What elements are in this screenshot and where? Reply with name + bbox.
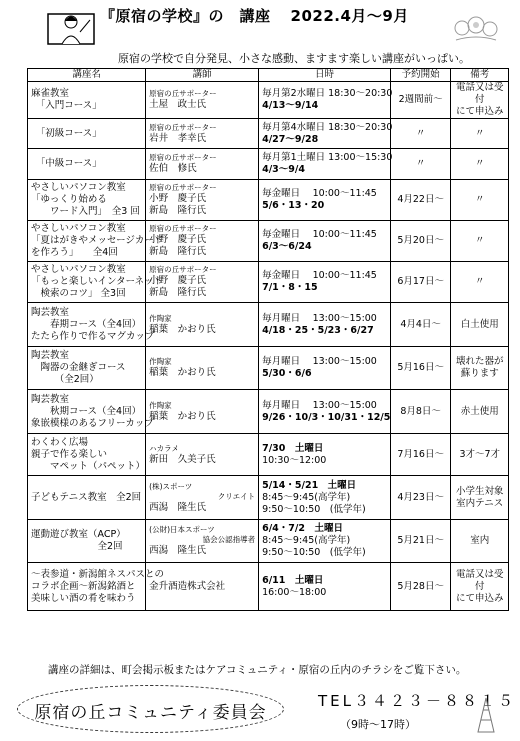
- instructor: [146, 149, 259, 180]
- datetime-line: 4/27～9/28: [262, 133, 319, 145]
- header-reservation: 予約開始: [390, 69, 451, 82]
- datetime-line: 4/3～9/4: [262, 164, 305, 175]
- instructor-name: 西潟 隆生氏: [149, 501, 207, 513]
- period: 2022.4月～9月: [290, 7, 409, 25]
- course-note: [451, 119, 509, 149]
- header-instructor: 講師: [146, 69, 259, 82]
- course-datetime: [259, 476, 391, 520]
- datetime-line: 5/6・13・20: [262, 200, 325, 211]
- datetime-line: 毎月曜日 13:00～15:00: [262, 312, 377, 324]
- reservation-start: 4月23日～: [390, 476, 451, 520]
- instructor-org: 協会公認指導者: [202, 535, 256, 544]
- note-line: 〃: [474, 127, 485, 139]
- datetime-line: 6/11 土曜日: [262, 574, 324, 586]
- datetime-line: 7/1・8・15: [262, 282, 318, 293]
- course-name-line: 子どもテニス教室 全2回: [31, 491, 142, 503]
- table-row: [28, 563, 509, 611]
- table-row: [28, 149, 509, 180]
- table-row: [28, 476, 509, 520]
- instructor-name: 佐伯 修氏: [149, 163, 197, 174]
- table-row: [28, 434, 509, 476]
- course-name: [28, 149, 146, 180]
- instructor-name: 稲葉 かおり氏: [149, 367, 216, 378]
- header-datetime: 日時: [259, 69, 391, 82]
- datetime-line: 9/26・10/3・10/31・12/5: [262, 411, 391, 423]
- course-name: [28, 221, 164, 262]
- instructor-name: 新島 隆行氏: [149, 246, 207, 257]
- instructor-name: 金升酒造株式会社: [149, 580, 226, 592]
- note-line: 電話又は受付: [455, 82, 504, 105]
- instructor: [146, 520, 259, 563]
- datetime-line: 9:50～10:50 (低学年): [262, 503, 366, 515]
- reservation-start: 5月28日～: [390, 563, 451, 611]
- instructor-name: 小野 慶子氏: [149, 234, 207, 245]
- course-name-line: 陶芸教室: [31, 350, 70, 361]
- course-name-line: を作ろう」 全4回: [31, 247, 118, 258]
- course-note: [451, 476, 509, 520]
- instructor-name: 新田 久美子氏: [149, 453, 216, 465]
- course-name: [28, 303, 155, 347]
- course-datetime: [259, 520, 391, 563]
- course-name-line: 運動遊び教室（ACP）: [31, 529, 126, 540]
- course-name-line: 検索のコツ」 全3回: [31, 288, 126, 299]
- datetime-line: 毎月第4水曜日 18:30～20:30: [262, 121, 393, 133]
- course-name-line: ～表参道・新潟館ネスパスとの: [31, 568, 165, 580]
- course-datetime: [259, 434, 391, 476]
- table-row: [28, 221, 509, 262]
- instructor-org: 作陶家: [149, 357, 172, 366]
- course-note: [451, 563, 509, 611]
- note-line: 〃: [474, 276, 485, 287]
- page-title: 『原宿の学校』の 講座 2022.4月～9月: [100, 7, 409, 25]
- note-line: 小学生対象: [455, 485, 504, 497]
- teacher-illustration: [46, 6, 96, 50]
- course-name: [28, 520, 146, 563]
- datetime-line: 毎金曜日 10:00～11:45: [262, 270, 377, 281]
- datetime-line: 5/30・6/6: [262, 368, 312, 379]
- datetime-line: 4/18・25・5/23・6/27: [262, 324, 374, 336]
- instructor-org: 原宿の丘サポーター: [149, 122, 217, 132]
- course-datetime: [259, 82, 391, 119]
- instructor-name: 稲葉 かおり氏: [149, 410, 216, 422]
- instructor: [146, 303, 259, 347]
- course-note: [451, 390, 509, 434]
- instructor: [146, 180, 259, 221]
- note-line: 蘇ります: [460, 368, 499, 379]
- instructor: [146, 476, 259, 520]
- course-datetime: [259, 119, 391, 149]
- course-name: [28, 563, 165, 611]
- course-name-line: 美味しい酒の肴を味わう: [31, 592, 136, 604]
- instructor-org: 原宿の丘サポーター: [149, 89, 217, 98]
- note-line: 白土使用: [460, 318, 499, 330]
- note-line: 〃: [474, 194, 485, 205]
- course-name-line: 秋期コース（全4回）: [31, 405, 142, 417]
- instructor-org: 作陶家: [149, 313, 172, 323]
- header-notes: 備考: [451, 69, 509, 82]
- datetime-line: 毎月第2水曜日 18:30～20:30: [262, 88, 393, 99]
- table-row: [28, 347, 509, 390]
- course-note: [451, 82, 509, 119]
- instructor: [146, 390, 259, 434]
- note-line: 3才～7才: [459, 448, 501, 460]
- course-name-line: 「中級コース」: [31, 158, 102, 169]
- datetime-line: 6/3～6/24: [262, 241, 312, 252]
- phone-number: TEL３４２３－８８１５: [318, 692, 516, 710]
- course-note: [451, 303, 509, 347]
- datetime-line: 10:30～12:00: [262, 454, 327, 466]
- course-note: [451, 262, 509, 303]
- course-name-line: ワード入門」 全3 回: [31, 206, 140, 217]
- instructor-org: ハカラメ: [149, 443, 179, 453]
- instructor: [146, 347, 259, 390]
- datetime-line: 6/4・7/2 土曜日: [262, 523, 343, 534]
- committee-name: 原宿の丘コミュニティ委員会: [34, 703, 267, 723]
- instructor-org: 原宿の丘サポーター: [149, 183, 217, 192]
- course-name: [28, 262, 164, 303]
- course-name-line: 「夏はがきやメッセージカード: [31, 235, 164, 246]
- committee-badge: [17, 685, 284, 733]
- datetime-line: 4/13～9/14: [262, 100, 319, 111]
- instructor-name: 新島 隆行氏: [149, 287, 207, 298]
- course-datetime: [259, 390, 391, 434]
- note-line: 壊れた器が: [455, 356, 504, 367]
- course-note: [451, 520, 509, 563]
- datetime-line: 8:45～9:45(高学年): [262, 491, 351, 503]
- note-line: 電話又は受付: [455, 568, 504, 592]
- instructor-name: 新島 隆行氏: [149, 205, 207, 216]
- course-datetime: [259, 563, 391, 611]
- course-name-line: 麻雀教室: [31, 88, 70, 99]
- datetime-line: 毎金曜日 10:00～11:45: [262, 229, 377, 240]
- reservation-start: 4月22日～: [390, 180, 451, 221]
- course-name-line: やさしいパソコン教室: [31, 264, 126, 275]
- note-line: にて申込み: [455, 592, 504, 604]
- datetime-line: 8:45～9:45(高学年): [262, 535, 351, 546]
- reservation-start: 6月17日～: [390, 262, 451, 303]
- course-name-line: マペット（パペット）: [31, 460, 146, 472]
- course-note: [451, 221, 509, 262]
- course-name-line: コラボ企画～新潟銘酒と: [31, 580, 136, 592]
- table-row: [28, 520, 509, 563]
- instructor-org: 原宿の丘サポーター: [149, 265, 217, 274]
- tower-illustration: [474, 696, 498, 734]
- instructor-org: (公財)日本スポーツ: [149, 525, 215, 534]
- course-name-line: やさしいパソコン教室: [31, 182, 126, 193]
- datetime-line: 9:50～10:50 (低学年): [262, 547, 366, 558]
- note-line: 〃: [474, 158, 485, 169]
- instructor: [146, 82, 259, 119]
- course-name-line: わくわく広場: [31, 436, 89, 448]
- note-line: 室内テニス: [456, 497, 504, 509]
- reservation-start: 5月20日～: [390, 221, 451, 262]
- course-name-line: 「初級コース」: [31, 127, 102, 139]
- datetime-line: 毎月曜日 13:00～15:00: [262, 399, 377, 411]
- course-name-line: 「入門コース」: [31, 100, 102, 111]
- course-name: [28, 476, 146, 520]
- reservation-start: 2週間前～: [390, 82, 451, 119]
- reservation-start: 〃: [390, 119, 451, 149]
- instructor-name: 土屋 政士氏: [149, 99, 207, 110]
- instructor-name: 西潟 隆生氏: [149, 545, 207, 556]
- reservation-start: 7月16日～: [390, 434, 451, 476]
- course-name: [28, 82, 146, 119]
- datetime-line: 7/30 土曜日: [262, 442, 324, 454]
- course-name-line: 「もっと楽しいインターネット: [31, 276, 164, 287]
- reservation-start: 〃: [390, 149, 451, 180]
- course-name-line: （全2回）: [31, 374, 99, 385]
- office-hours: （9時～17時）: [340, 718, 416, 731]
- instructor: [146, 262, 259, 303]
- note-line: 室内: [470, 535, 490, 546]
- table-row: [28, 82, 509, 119]
- note-line: にて申込み: [455, 106, 504, 117]
- note-line: 〃: [474, 235, 485, 246]
- table-row: [28, 303, 509, 347]
- datetime-line: 5/14・5/21 土曜日: [262, 479, 357, 491]
- reservation-start: 4月4日～: [390, 303, 451, 347]
- course-name: [28, 347, 146, 390]
- footer-note: 講座の詳細は、町会掲示板またはケアコミュニティ・原宿の丘内のチラシをご覧下さい。: [48, 664, 467, 676]
- course-name: [28, 180, 146, 221]
- note-line: 赤土使用: [460, 405, 499, 417]
- instructor-org: 原宿の丘サポーター: [149, 224, 217, 233]
- instructor-name: 小野 慶子氏: [149, 275, 207, 286]
- course-note: [451, 149, 509, 180]
- table-row: [28, 390, 509, 434]
- datetime-line: 16:00～18:00: [262, 586, 327, 598]
- table-row: [28, 180, 509, 221]
- course-datetime: [259, 347, 391, 390]
- course-datetime: [259, 180, 391, 221]
- page-subtitle: 原宿の学校で自分発見、小さな感動、ますます楽しい講座がいっぱい。: [118, 52, 470, 65]
- course-name-line: 春期コース（全4回）: [31, 318, 142, 330]
- table-header-row: [28, 69, 509, 82]
- course-datetime: [259, 221, 391, 262]
- table-row: [28, 119, 509, 149]
- course-name: [28, 390, 154, 434]
- course-name-line: やさしいパソコン教室: [31, 223, 126, 234]
- course-note: [451, 347, 509, 390]
- datetime-line: 毎金曜日 10:00～11:45: [262, 188, 377, 199]
- course-note: [451, 434, 509, 476]
- instructor: [146, 434, 259, 476]
- reservation-start: 8月8日～: [390, 390, 451, 434]
- course-name-line: 陶芸教室: [31, 306, 70, 318]
- course-datetime: [259, 149, 391, 180]
- table-row: [28, 262, 509, 303]
- flower-illustration: [452, 14, 500, 44]
- course-name-line: 親子で作る楽しい: [31, 448, 108, 460]
- course-name: [28, 434, 146, 476]
- course-name-line: 陶芸教室: [31, 393, 70, 405]
- reservation-start: 5月16日～: [390, 347, 451, 390]
- instructor-name: 稲葉 かおり氏: [149, 323, 216, 335]
- course-table: [27, 68, 509, 611]
- instructor-org: (株)スポーツ: [149, 481, 193, 491]
- course-name-line: 全2回: [31, 541, 123, 552]
- instructor-org: クリエイト: [217, 491, 256, 501]
- datetime-line: 毎月曜日 13:00～15:00: [262, 356, 377, 367]
- instructor: [146, 221, 259, 262]
- course-name: [28, 119, 146, 149]
- course-name-line: 象嵌模様のあるフリーカップ: [31, 417, 154, 429]
- course-name-line: 「ゆっくり始める: [31, 194, 107, 205]
- course-note: [451, 180, 509, 221]
- reservation-start: 5月21日～: [390, 520, 451, 563]
- header-course: 講座名: [28, 69, 146, 82]
- instructor-name: 小野 慶子氏: [149, 193, 207, 204]
- datetime-line: 毎月第1土曜日 13:00～15:30: [262, 152, 393, 163]
- instructor-name: 岩井 孝幸氏: [149, 132, 207, 144]
- instructor-org: 作陶家: [149, 400, 172, 410]
- course-name-line: たたら作りで作るマグカップ: [31, 330, 155, 342]
- instructor: [146, 119, 259, 149]
- instructor-org: 原宿の丘サポーター: [149, 153, 217, 162]
- course-name-line: 陶器の金継ぎコース: [31, 362, 126, 373]
- course-datetime: [259, 262, 391, 303]
- course-datetime: [259, 303, 391, 347]
